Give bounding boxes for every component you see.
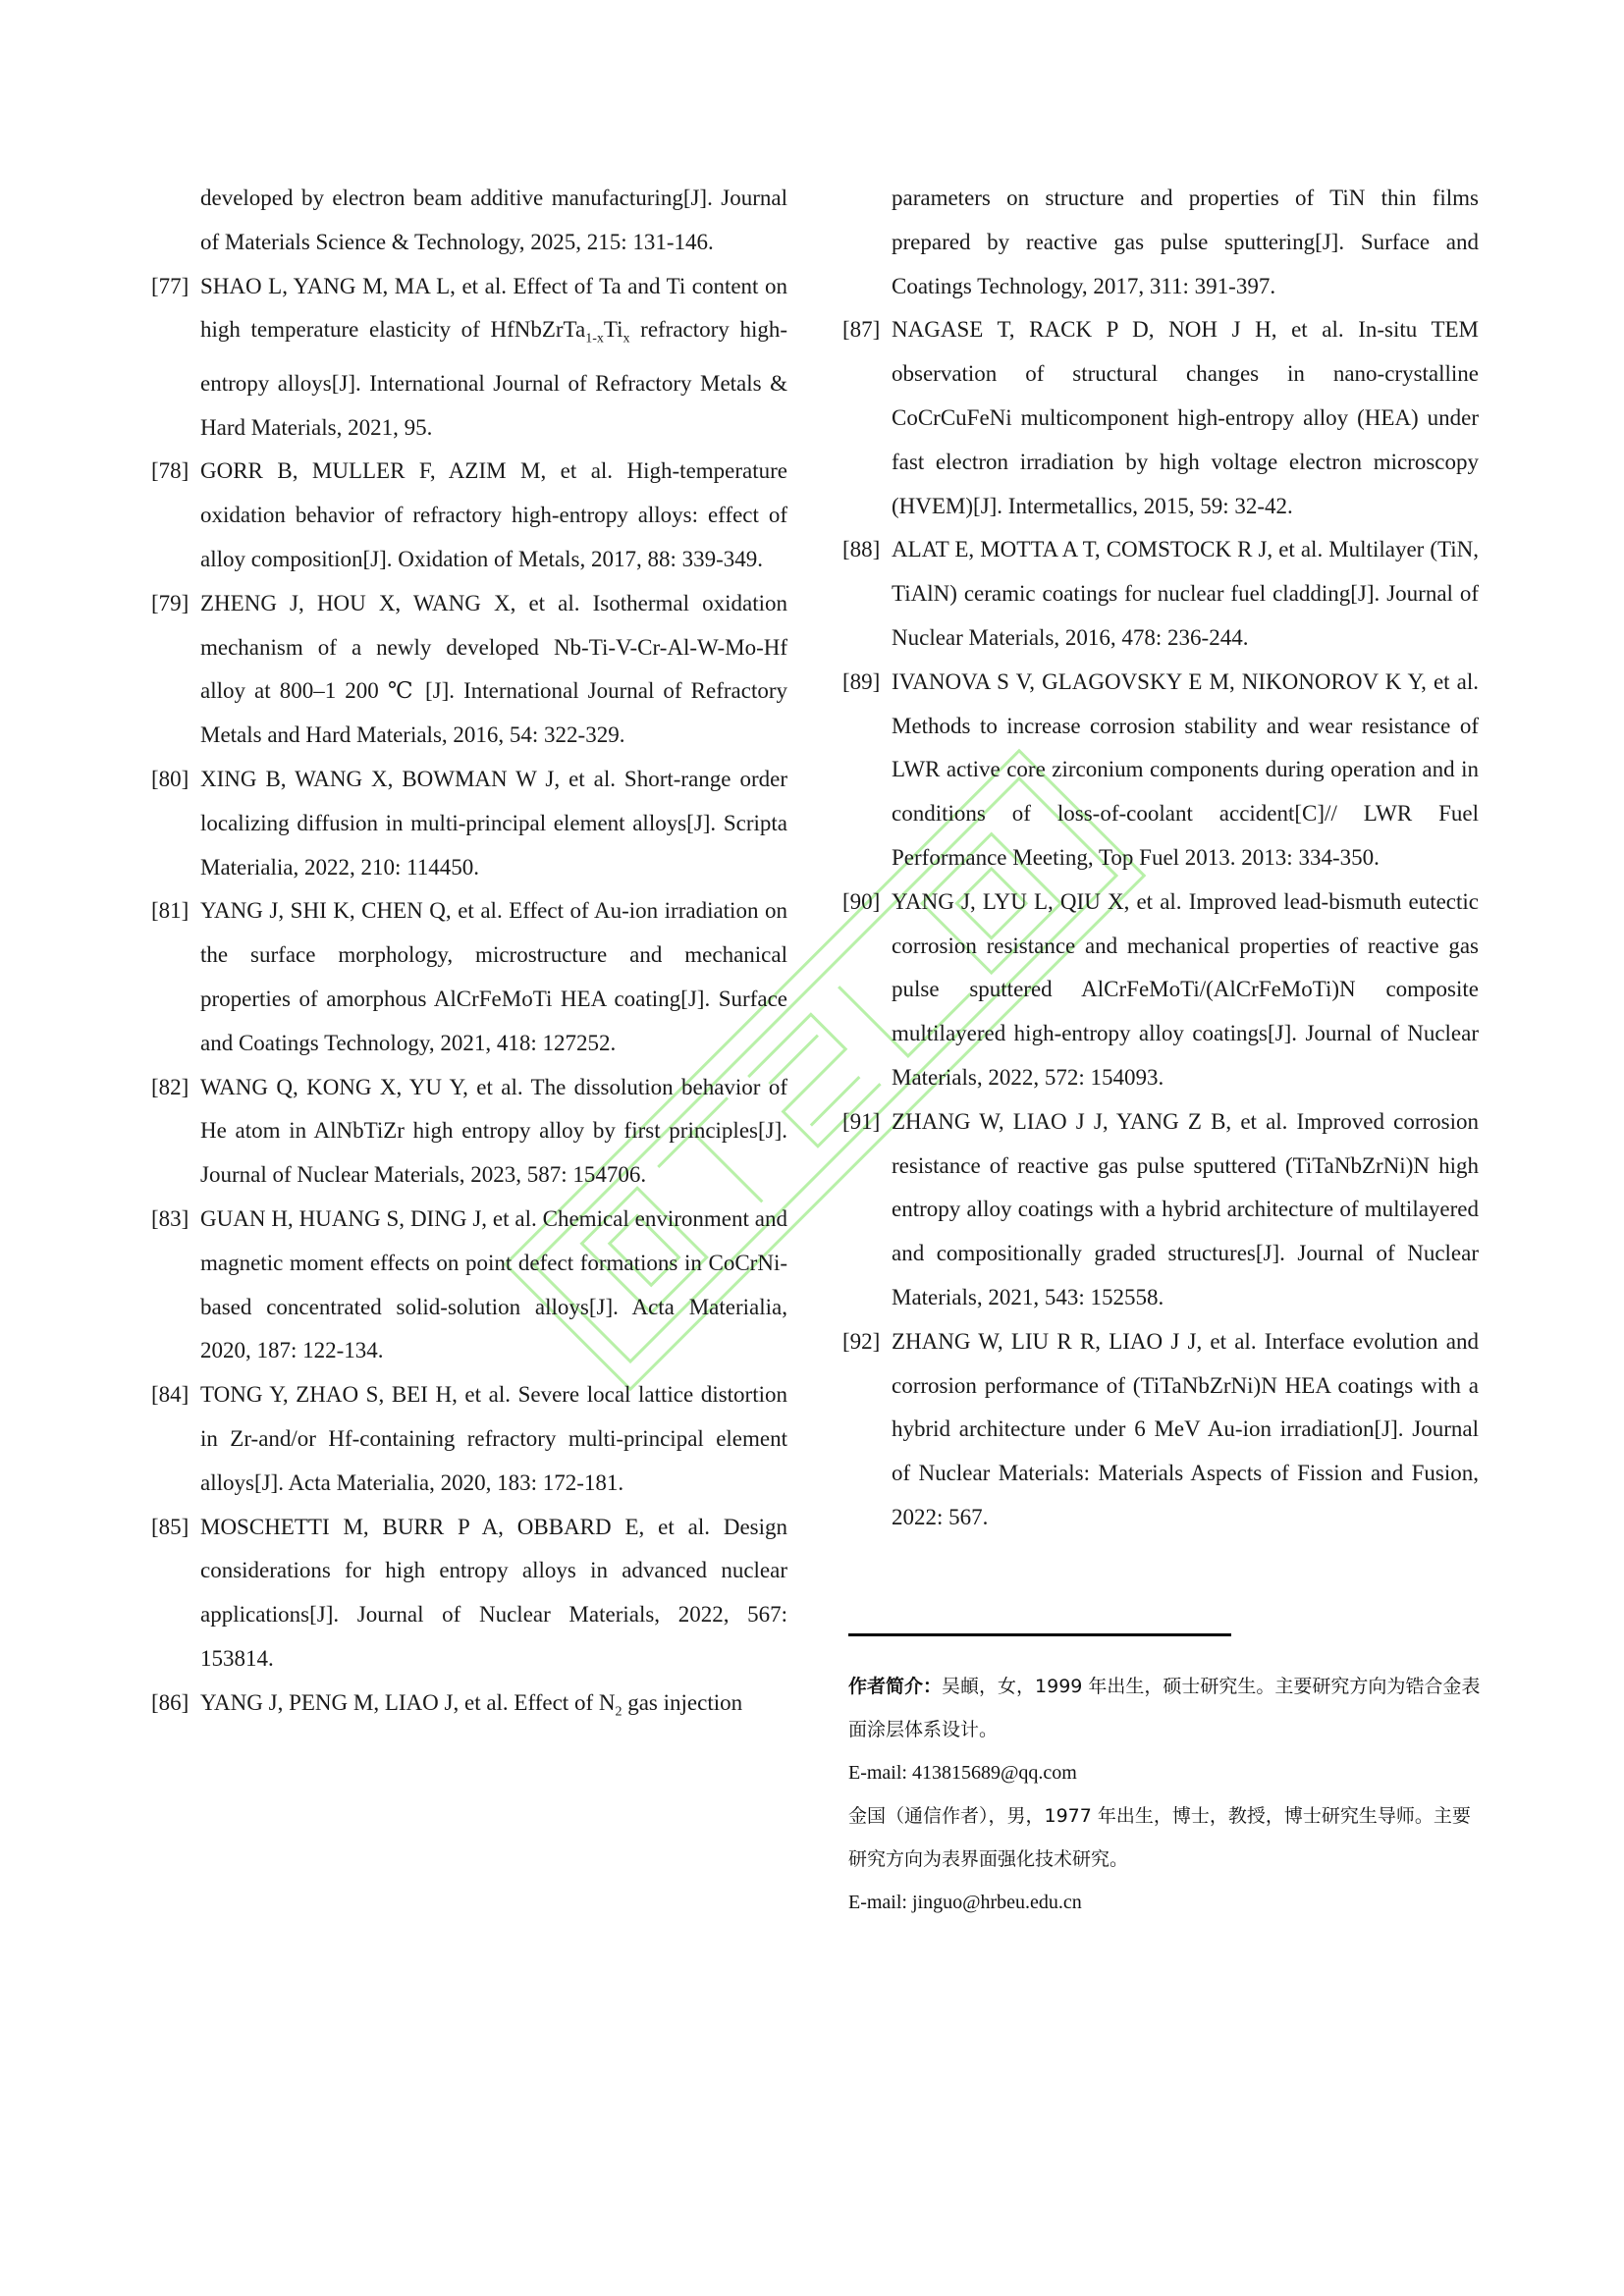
bio-divider [848, 1633, 1231, 1636]
reference-83: [83] GUAN H, HUANG S, DING J, et al. Chemical environment and magnetic moment effects on point defect formations in CoCrNi-based concentrated solid-solution alloys[J]. Acta Materialia, 2020, 187: 122-134. [151, 1205, 787, 1363]
reference-92: [92] ZHANG W, LIU R R, LIAO J J, et al. Interface evolution and corrosion performance of (TiTaNbZrNi)N HEA coatings with a hybrid architecture under 6 MeV Au-ion irradiation[J]. Journal of Nuclear Materials: Materials Aspects of Fission and Fusion, 2022: 567. [842, 1328, 1479, 1529]
reference-82: [82] WANG Q, KONG X, YU Y, et al. The dissolution behavior of He atom in AlNbTiZr high entropy alloy by first principles[J]. Journal of Nuclear Materials, 2023, 587: 154706. [151, 1074, 787, 1188]
reference-79: [79] ZHENG J, HOU X, WANG X, et al. Isothermal oxidation mechanism of a newly developed Nb-Ti-V-Cr-Al-W-Mo-Hf alloy at 800–1 200 ℃ [J]. International Journal of Refractory Metals and Hard Materials, 2016, 54: 322-329. [151, 590, 787, 748]
right-reference-column [842, 177, 1479, 1540]
reference-87: [87] NAGASE T, RACK P D, NOH J H, et al. In-situ TEM observation of structural changes in nano-crystalline CoCrCuFeNi multicomponent high-entropy alloy (HEA) under fast electron irradiation by high voltage electron microscopy (HVEM)[J]. Intermetallics, 2015, 59: 32-42. [842, 317, 1479, 518]
author-bio [848, 1665, 1487, 1924]
reference-89: [89] IVANOVA S V, GLAGOVSKY E M, NIKONOROV K Y, et al. Methods to increase corrosion stability and wear resistance of LWR active core zirconium components during operation and in conditions of loss-of-coolant accident[C]// LWR Fuel Performance Meeting, Top Fuel 2013. 2013: 334-350. [842, 668, 1479, 870]
bio-label: 作者简介： [848, 1676, 943, 1697]
reference-91: [91] ZHANG W, LIAO J J, YANG Z B, et al. Improved corrosion resistance of reactive gas pulse sputtered (TiTaNbZrNi)N high entropy alloy coatings with a hybrid architecture of multilayered and compositionally graded structures[J]. Journal of Nuclear Materials, 2021, 543: 152558. [842, 1108, 1479, 1309]
reference-77: [77] SHAO L, YANG M, MA L, et al. Effect of Ta and Ti content on high temperature elasticity of $HfNbZrTa_{1-x}Ti_x$ refractory high-entropy alloys[J]. International Journal of Refractory Metals & Hard Materials, 2021, 95. [151, 273, 787, 440]
reference-80: [80] XING B, WANG X, BOWMAN W J, et al. Short-range order localizing diffusion in multi-principal element alloys[J]. Scripta Materialia, 2022, 210: 114450. [151, 766, 787, 880]
reference-88: [88] ALAT E, MOTTA A T, COMSTOCK R J, et al. Multilayer (TiN, TiAlN) ceramic coatings for nuclear fuel cladding[J]. Journal of Nuclear Materials, 2016, 478: 236-244. [842, 537, 1479, 650]
author-2-bio: 金国（通信作者），男，1977 年出生，博士，教授，博士研究生导师。主要研究方向为表界面强化技术研究。 [848, 1805, 1471, 1870]
author-2-email: E-mail: jinguo@hrbeu.edu.cn [848, 1892, 1082, 1913]
reference-78: [78] GORR B, MULLER F, AZIM M, et al. High-temperature oxidation behavior of refractory high-entropy alloys: effect of alloy composition[J]. Oxidation of Metals, 2017, 88: 339-349. [151, 458, 787, 571]
reference-86: [86] YANG J, PENG M, LIAO J, et al. Effect of $N_2$ gas injection [151, 1689, 743, 1720]
reference-81: [81] YANG J, SHI K, CHEN Q, et al. Effect of Au-ion irradiation on the surface morphology, microstructure and mechanical properties of amorphous AlCrFeMoTi HEA coating[J]. Surface and Coatings Technology, 2021, 418: 127252. [151, 898, 787, 1055]
left-reference-column [151, 177, 787, 1735]
author-1-email: E-mail: 413815689@qq.com [848, 1762, 1077, 1784]
reference-85: [85] MOSCHETTI M, BURR P A, OBBARD E, et al. Design considerations for high entropy alloys in advanced nuclear applications[J]. Journal of Nuclear Materials, 2022, 567: 153814. [151, 1514, 787, 1671]
reference-continuation: parameters on structure and properties of TiN thin films prepared by reactive gas pulse sputtering[J]. Surface and Coatings Technology, 2017, 311: 391-397. [892, 186, 1479, 298]
author-1-bio: 作者简介：吴頔，女，1999 年出生，硕士研究生。主要研究方向为锆合金表面涂层体系设计。 [848, 1676, 1481, 1740]
reference-90: [90] YANG J, LYU L, QIU X, et al. Improved lead-bismuth eutectic corrosion resistance and mechanical properties of reactive gas pulse sputtered AlCrFeMoTi/(AlCrFeMoTi)N composite multilayered high-entropy alloy coatings[J]. Journal of Nuclear Materials, 2022, 572: 154093. [842, 888, 1479, 1090]
reference-continuation: developed by electron beam additive manufacturing[J]. Journal of Materials Science & Technology, 2025, 215: 131-146. [200, 186, 787, 254]
reference-84: [84] TONG Y, ZHAO S, BEI H, et al. Severe local lattice distortion in Zr-and/or Hf-containing refractory multi-principal element alloys[J]. Acta Materialia, 2020, 183: 172-181. [151, 1382, 787, 1495]
